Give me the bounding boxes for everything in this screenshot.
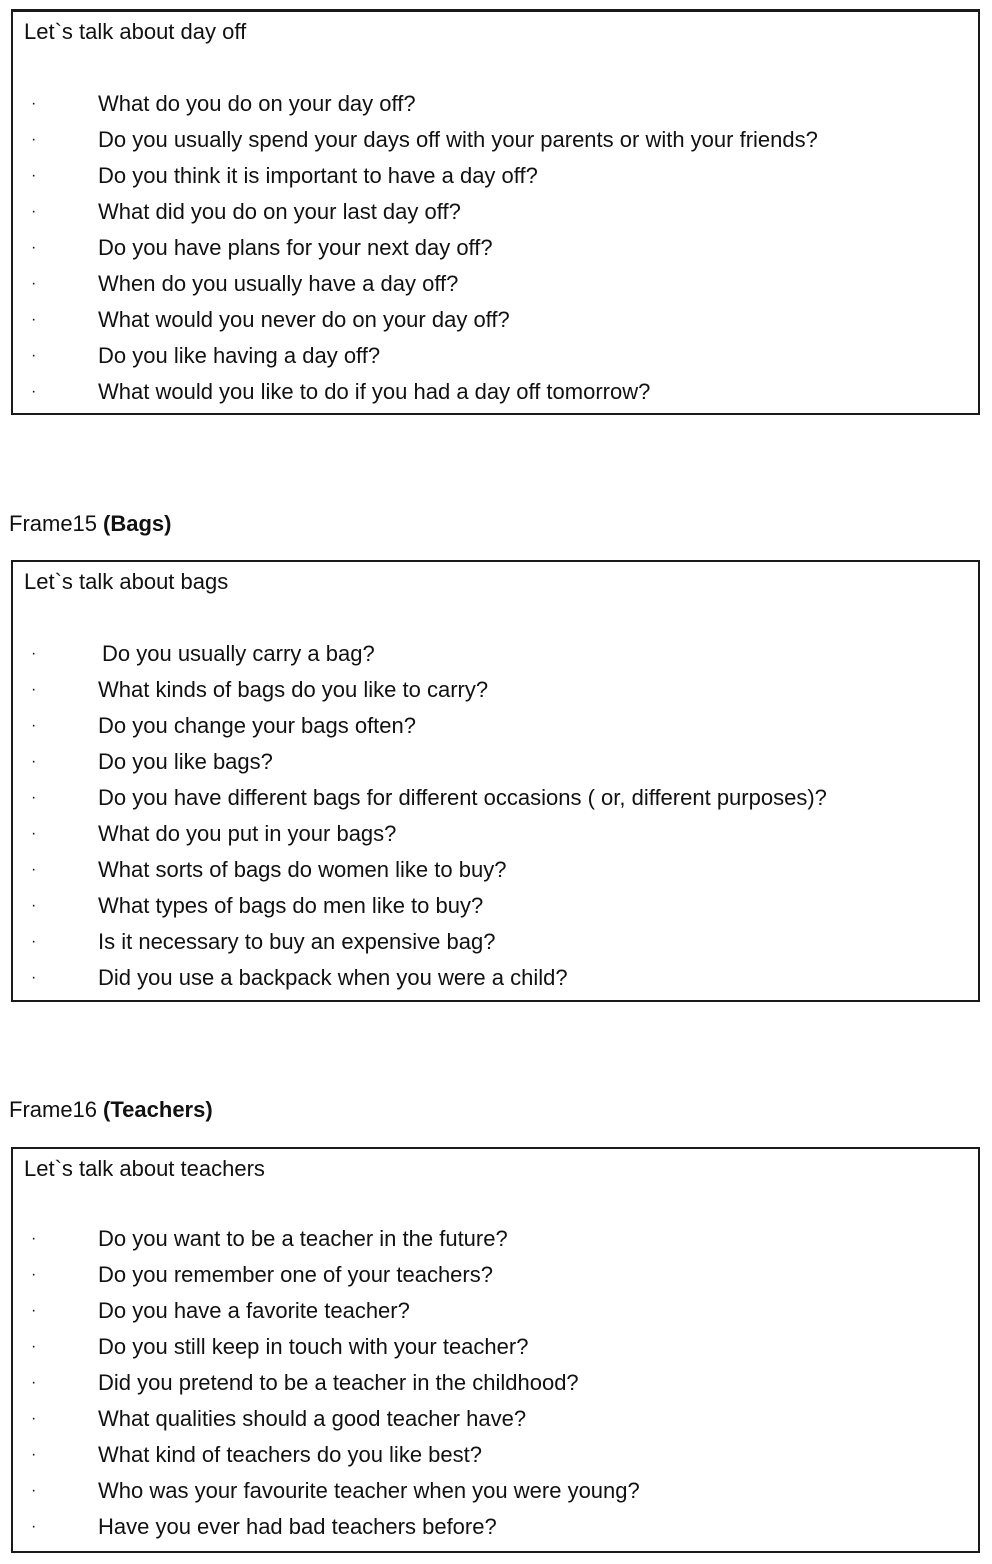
list-item xyxy=(13,1221,978,1257)
bullet-icon: · xyxy=(31,825,37,842)
list-item xyxy=(13,194,978,230)
bullet-icon: · xyxy=(31,383,37,400)
question-text: What kind of teachers do you like best? xyxy=(98,1442,482,1467)
question-text: Did you use a backpack when you were a child? xyxy=(98,965,568,990)
question-text: Do you have a favorite teacher? xyxy=(98,1298,410,1323)
day-off-question-box xyxy=(11,9,980,415)
question-text: What do you put in your bags? xyxy=(98,821,397,846)
list-item xyxy=(13,888,978,924)
bullet-icon: · xyxy=(31,681,37,698)
teachers-question-list xyxy=(13,1221,978,1545)
bullet-icon: · xyxy=(31,645,37,662)
bullet-icon: · xyxy=(31,1302,37,1319)
question-text: What types of bags do men like to buy? xyxy=(98,893,484,918)
list-item xyxy=(13,1365,978,1401)
question-text: What would you like to do if you had a day off tomorrow? xyxy=(98,379,651,404)
list-item xyxy=(13,122,978,158)
bullet-icon: · xyxy=(31,1518,37,1535)
question-text: Do you want to be a teacher in the future? xyxy=(98,1226,508,1251)
question-text: Do you usually carry a bag? xyxy=(102,641,375,666)
list-item xyxy=(13,924,978,960)
bullet-icon: · xyxy=(31,717,37,734)
list-item xyxy=(13,338,978,374)
bullet-icon: · xyxy=(31,933,37,950)
bags-question-list xyxy=(13,636,978,996)
bullet-icon: · xyxy=(31,753,37,770)
list-item xyxy=(13,86,978,122)
question-text: Do you like bags? xyxy=(98,749,273,774)
list-item xyxy=(13,158,978,194)
bullet-icon: · xyxy=(31,311,37,328)
question-text: Do you like having a day off? xyxy=(98,343,381,368)
question-text: Is it necessary to buy an expensive bag? xyxy=(98,929,496,954)
frame16-topic: (Teachers) xyxy=(103,1097,213,1122)
frame15-topic: (Bags) xyxy=(103,511,172,536)
bags-question-box xyxy=(11,560,980,1002)
bullet-icon: · xyxy=(31,1230,37,1247)
list-item xyxy=(13,302,978,338)
question-text: What kinds of bags do you like to carry? xyxy=(98,677,489,702)
frame15-label xyxy=(9,510,172,538)
bags-heading: Let`s talk about bags xyxy=(24,569,229,594)
bullet-icon: · xyxy=(31,789,37,806)
question-text: Do you have plans for your next day off? xyxy=(98,235,493,260)
bullet-icon: · xyxy=(31,167,37,184)
question-text: Do you have different bags for different occasions ( or, different purposes)? xyxy=(98,785,827,810)
list-item xyxy=(13,1509,978,1545)
bullet-icon: · xyxy=(31,347,37,364)
list-item xyxy=(13,816,978,852)
bullet-icon: · xyxy=(31,897,37,914)
day-off-question-list xyxy=(13,86,978,410)
bullet-icon: · xyxy=(31,969,37,986)
list-item xyxy=(13,636,978,672)
frame16-label xyxy=(9,1096,213,1124)
question-text: What do you do on your day off? xyxy=(98,91,416,116)
bullet-icon: · xyxy=(31,95,37,112)
list-item xyxy=(13,708,978,744)
list-item xyxy=(13,780,978,816)
question-text: When do you usually have a day off? xyxy=(98,271,459,296)
bullet-icon: · xyxy=(31,275,37,292)
question-text: Have you ever had bad teachers before? xyxy=(98,1514,497,1539)
question-text: Do you change your bags often? xyxy=(98,713,417,738)
question-text: Do you think it is important to have a day off? xyxy=(98,163,538,188)
question-text: What qualities should a good teacher have? xyxy=(98,1406,527,1431)
bullet-icon: · xyxy=(31,1266,37,1283)
question-text: Do you usually spend your days off with your parents or with your friends? xyxy=(98,127,818,152)
bullet-icon: · xyxy=(31,1338,37,1355)
question-text: Did you pretend to be a teacher in the childhood? xyxy=(98,1370,579,1395)
question-text: What sorts of bags do women like to buy? xyxy=(98,857,507,882)
list-item xyxy=(13,230,978,266)
list-item xyxy=(13,672,978,708)
list-item xyxy=(13,960,978,996)
bullet-icon: · xyxy=(31,1446,37,1463)
bullet-icon: · xyxy=(31,861,37,878)
list-item xyxy=(13,1329,978,1365)
teachers-heading: Let`s talk about teachers xyxy=(24,1156,265,1181)
list-item xyxy=(13,852,978,888)
list-item xyxy=(13,374,978,410)
question-text: Do you still keep in touch with your teacher? xyxy=(98,1334,529,1359)
bullet-icon: · xyxy=(31,239,37,256)
bullet-icon: · xyxy=(31,203,37,220)
list-item xyxy=(13,744,978,780)
question-text: Who was your favourite teacher when you were young? xyxy=(98,1478,640,1503)
frame16-name: Frame16 xyxy=(9,1097,98,1122)
question-text: What would you never do on your day off? xyxy=(98,307,510,332)
bullet-icon: · xyxy=(31,1410,37,1427)
list-item xyxy=(13,1401,978,1437)
list-item xyxy=(13,1293,978,1329)
bullet-icon: · xyxy=(31,1374,37,1391)
teachers-question-box xyxy=(11,1147,980,1553)
day-off-heading: Let`s talk about day off xyxy=(24,19,247,44)
list-item xyxy=(13,1257,978,1293)
bullet-icon: · xyxy=(31,131,37,148)
list-item xyxy=(13,266,978,302)
frame15-name: Frame15 xyxy=(9,511,98,536)
question-text: Do you remember one of your teachers? xyxy=(98,1262,493,1287)
list-item xyxy=(13,1473,978,1509)
list-item xyxy=(13,1437,978,1473)
bullet-icon: · xyxy=(31,1482,37,1499)
question-text: What did you do on your last day off? xyxy=(98,199,461,224)
